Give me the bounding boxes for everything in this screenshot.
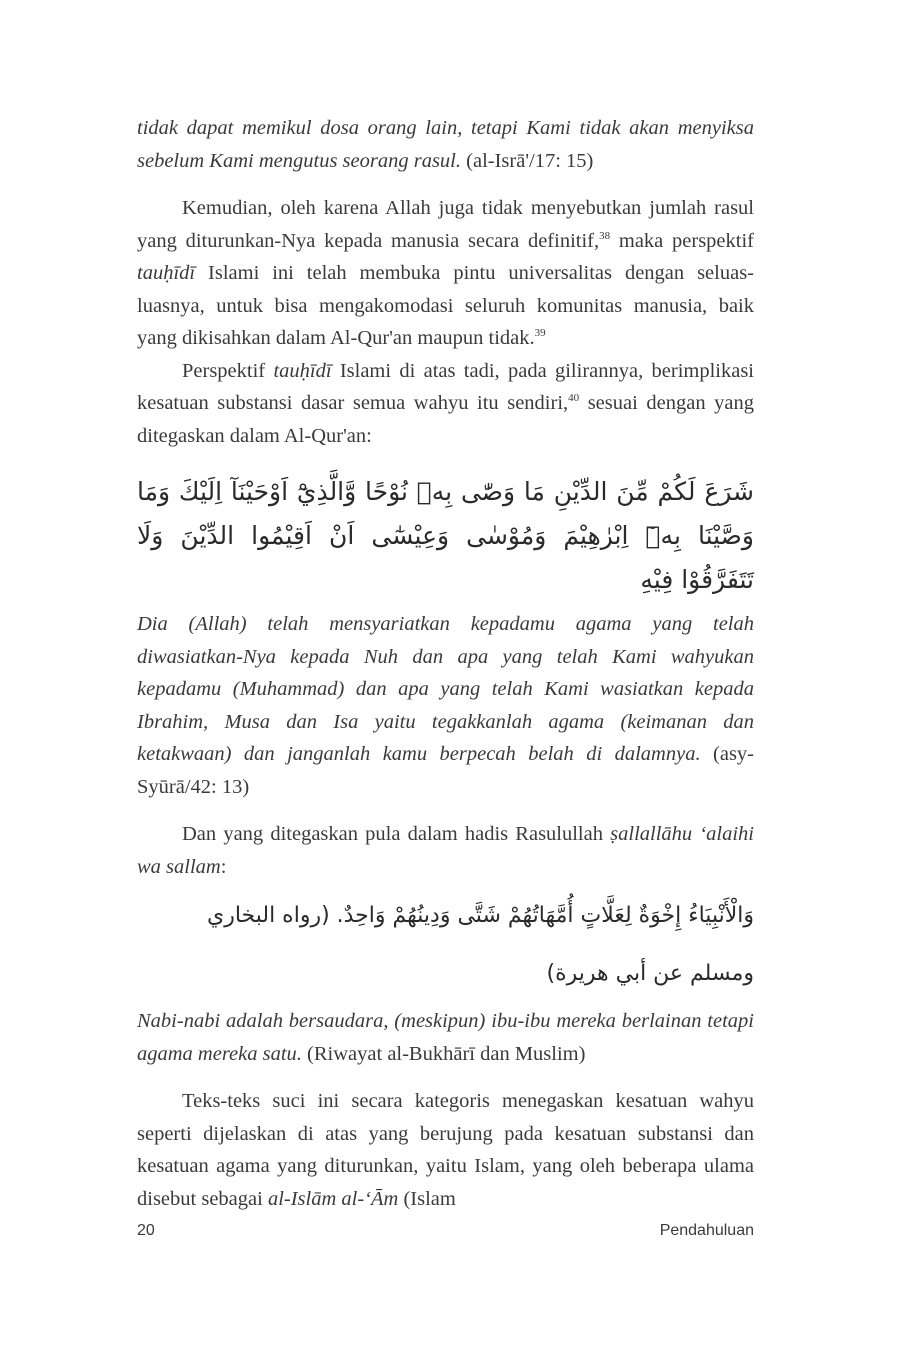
verse-translation-continued [137, 112, 754, 177]
footnote-marker[interactable]: 40 [568, 392, 580, 405]
italic-term: tauḥīdī [137, 262, 196, 284]
paragraph [137, 818, 754, 883]
text-run: Perspektif [182, 359, 274, 382]
text-run: maka perspektif [610, 229, 754, 252]
translation-italic: Dia (Allah) telah mensyariatkan kepadamu agama yang telah diwasiatkan-Nya kepada Nuh dan apa yang telah Kami wahyukan kepadamu (Muhammad) dan apa yang telah Kami wasiatkan kepada Ibrahim, Musa dan Isa yaitu tegakkanlah agama (keimanan dan ketakwaan) dan janganlah kamu berpecah belah di dalamnya. [137, 613, 754, 765]
hadith-translation [137, 1005, 754, 1070]
hadith-reference: (Riwayat al-Bukhārī dan Muslim) [301, 1042, 586, 1065]
running-footer-title: Pendahuluan [659, 1222, 754, 1239]
footnote-marker[interactable]: 38 [599, 229, 611, 242]
paragraph [137, 355, 754, 453]
text-run: (Islam [398, 1187, 456, 1210]
paragraph [137, 1085, 754, 1215]
translation-italic: tidak dapat memikul dosa orang lain, tetapi Kami tidak akan menyiksa sebelum Kami mengutus seorang rasul. [137, 117, 754, 172]
text-run: sesuai dengan yang ditegaskan dalam Al-Qur'an: [137, 392, 754, 447]
page-footer [137, 1222, 754, 1244]
verse-reference: (asy-Syūrā/42: 13) [137, 743, 754, 798]
page-body [137, 112, 754, 1215]
text-run: Islami ini telah membuka pintu universalitas dengan seluas-luasnya, untuk bisa mengakomodasi seluruh komunitas manusia, baik yang dikisahkan dalam Al-Qur'an maupun tidak. [137, 262, 754, 349]
text-run: Teks-teks suci ini secara kategoris menegaskan kesatuan wahyu seperti dijelaskan di atas yang berujung pada kesatuan substansi dan kesatuan agama yang diturunkan, yaitu Islam, yang oleh beberapa ulama disebut sebagai [137, 1090, 754, 1210]
text-run: : [220, 855, 227, 878]
verse-translation [137, 608, 754, 803]
text-run: Islami di atas tadi, pada gilirannya, berimplikasi kesatuan substansi dasar semua wahyu itu sendiri, [137, 359, 754, 414]
paragraph [137, 192, 754, 355]
translation-italic: Nabi-nabi adalah bersaudara, (meskipun) ibu-ibu mereka berlainan tetapi agama mereka satu. [137, 1010, 754, 1065]
verse-reference: (al-Isrā'/17: 15) [461, 149, 594, 172]
quran-verse-arabic: شَرَعَ لَكُمْ مِّنَ الدِّيْنِ مَا وَصّٰى بِهٖ نُوْحًا وَّالَّذِيْٓ اَوْحَيْنَآ اِلَيْكَ وَمَا وَصَّيْنَا بِهٖٓ اِبْرٰهِيْمَ وَمُوْسٰى وَعِيْسٰٓى اَنْ اَقِيْمُوا الدِّيْنَ وَلَا تَتَفَرَّقُوْا فِيْهِ [137, 477, 754, 594]
italic-term: tauḥīdī [273, 359, 332, 382]
italic-term: al-Islām al-‘Ām [267, 1187, 399, 1210]
hadith-arabic: وَالْأَنْبِيَاءُ إِخْوَةٌ لِعَلَّاتٍ أُمَّهَاتُهُمْ شَتَّى وَدِينُهُمْ وَاحِدٌ. (رواه البخاري ومسلم عن أبي هريرة) [206, 903, 754, 986]
text-run: Kemudian, oleh karena Allah juga tidak menyebutkan jumlah rasul yang diturunkan-Nya kepada manusia secara definitif, [137, 197, 754, 252]
text-run: Dan yang ditegaskan pula dalam hadis Rasulullah [182, 823, 611, 845]
footnote-marker[interactable]: 39 [534, 327, 546, 340]
italic-term: ṣallallāhu ‘alaihi wa sallam [137, 823, 754, 878]
page-number: 20 [137, 1222, 155, 1239]
